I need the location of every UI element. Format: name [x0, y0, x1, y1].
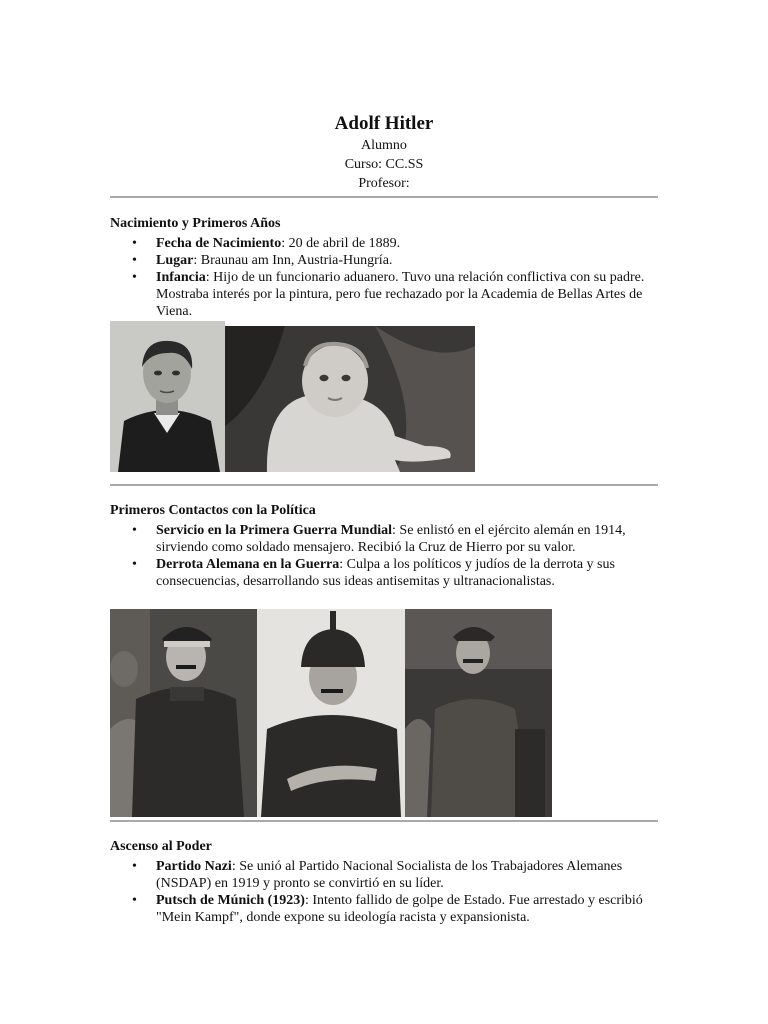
bullet: •: [132, 523, 137, 538]
list-item: [110, 269, 658, 320]
bullet: •: [132, 557, 137, 572]
bullet: •: [132, 253, 137, 268]
item-text: : Intento fallido de golpe de Estado. Fue arrestado y escribió "Mein Kampf", donde expone su ideología racista y expansionista.: [156, 893, 643, 925]
item-term: Partido Nazi: [156, 859, 232, 874]
course-line: Curso: CC.SS: [344, 157, 424, 172]
item-text: : Se enlistó en el ejército alemán en 1914, sirviendo como soldado mensajero. Recibió la Cruz de Hierro por su valor.: [156, 523, 626, 555]
document-title: Adolf Hitler: [334, 113, 434, 134]
divider-2: [110, 484, 658, 486]
item-text: : 20 de abril de 1889.: [281, 236, 401, 251]
ww1-photos: [110, 609, 552, 817]
list-item: [110, 235, 658, 252]
photo-boy-portrait: [110, 321, 225, 472]
divider-3: [110, 820, 658, 822]
section-heading-politics: Primeros Contactos con la Política: [110, 503, 316, 518]
list-rise: [110, 858, 658, 926]
item-term: Derrota Alemana en la Guerra: [156, 557, 340, 572]
photo-soldier-seated: [405, 609, 552, 817]
photo-soldier-cap: [110, 609, 257, 817]
photo-baby: [225, 326, 475, 472]
section-heading-rise: Ascenso al Poder: [110, 839, 212, 854]
list-item: [110, 892, 658, 926]
item-text: : Culpa a los políticos y judíos de la derrota y sus consecuencias, desarrollando sus ideas antisemitas y ultranacionalistas.: [156, 557, 615, 589]
item-text: : Se unió al Partido Nacional Socialista de los Trabajadores Alemanes (NSDAP) en 1919 y pronto se convirtió en su líder.: [156, 859, 623, 891]
bullet: •: [132, 859, 137, 874]
student-line: Alumno: [361, 138, 407, 153]
childhood-photos: [110, 321, 475, 472]
title-block: [110, 112, 658, 193]
list-item: [110, 858, 658, 892]
list-birth: [110, 235, 658, 320]
item-text: : Hijo de un funcionario aduanero. Tuvo una relación conflictiva con su padre. Mostraba interés por la pintura, pero fue rechazado por la Academia de Bellas Artes de Viena.: [156, 270, 645, 319]
item-term: Infancia: [156, 270, 206, 285]
teacher-line: Profesor:: [358, 176, 410, 191]
bullet: •: [132, 236, 137, 251]
divider-1: [110, 196, 658, 198]
list-item: [110, 252, 658, 269]
bullet: •: [132, 270, 137, 285]
item-term: Lugar: [156, 253, 194, 268]
list-politics: [110, 522, 658, 590]
list-item: [110, 522, 658, 556]
item-term: Putsch de Múnich (1923): [156, 893, 305, 908]
item-text: : Braunau am Inn, Austria-Hungría.: [193, 253, 393, 268]
photo-soldier-helmet: [257, 609, 405, 817]
item-term: Fecha de Nacimiento: [156, 236, 282, 251]
section-heading-birth: Nacimiento y Primeros Años: [110, 216, 281, 231]
bullet: •: [132, 893, 137, 908]
item-term: Servicio en la Primera Guerra Mundial: [156, 523, 393, 538]
list-item: [110, 556, 658, 590]
